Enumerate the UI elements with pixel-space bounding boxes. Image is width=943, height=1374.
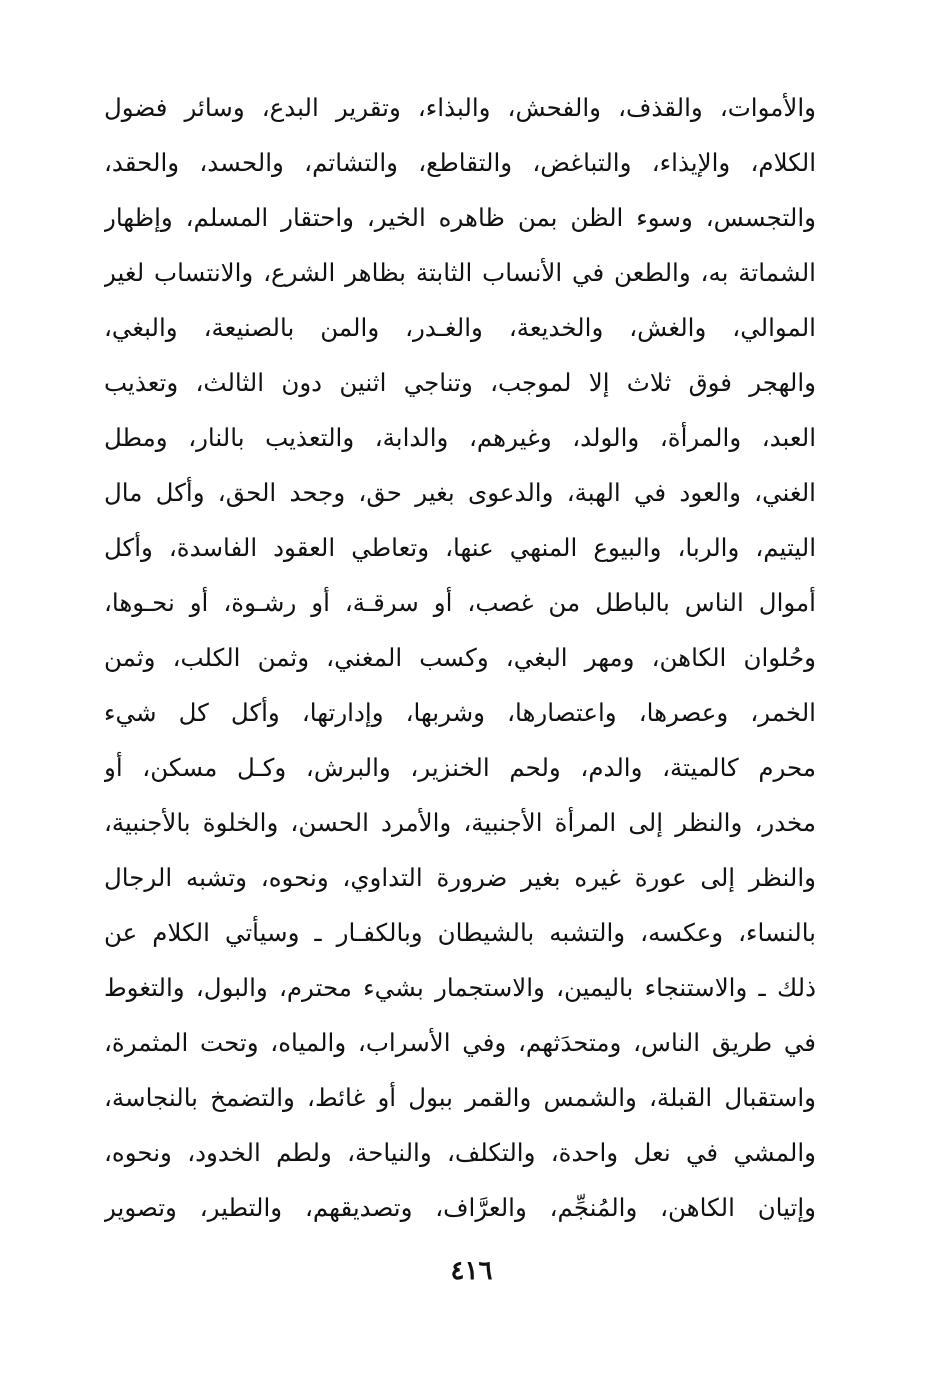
text-line: الكلام، والإيذاء، والتباغض، والتقاطع، والتشاتم، والحسد، والحقد، bbox=[104, 148, 816, 177]
text-line: والأموات، والقذف، والفحش، والبذاء، وتقرير البدع، وسائر فضول bbox=[104, 93, 816, 122]
text-line: ذلك ـ والاستنجاء باليمين، والاستجمار بشيء محترم، والبول، والتغوط bbox=[104, 973, 816, 1002]
text-line: الشماتة به، والطعن في الأنساب الثابتة بظاهر الشرع، والانتساب لغير bbox=[104, 258, 816, 287]
text-line: في طريق الناس، ومتحدَثهم، وفي الأسراب، والمياه، وتحت المثمرة، bbox=[104, 1028, 816, 1057]
text-line: والتجسس، وسوء الظن بمن ظاهره الخير، واحتقار المسلم، وإظهار bbox=[104, 203, 816, 232]
text-line: وإتيان الكاهن، والمُنجِّم، والعرَّاف، وتصديقهم، والتطير، وتصوير bbox=[104, 1193, 816, 1222]
text-line: محرم كالميتة، والدم، ولحم الخنزير، والبرش، وكـل مسكن، أو bbox=[104, 753, 816, 782]
text-line: وحُلوان الكاهن، ومهر البغي، وكسب المغني، وثمن الكلب، وثمن bbox=[104, 643, 816, 672]
text-line: واستقبال القبلة، والشمس والقمر ببول أو غائط، والتضمخ بالنجاسة، bbox=[104, 1083, 816, 1112]
text-line: الموالي، والغش، والخديعة، والغـدر، والمن بالصنيعة، والبغي، bbox=[104, 313, 816, 342]
text-line: العبد، والمرأة، والولد، وغيرهم، والدابة، والتعذيب بالنار، ومطل bbox=[104, 423, 816, 452]
text-line: والهجر فوق ثلاث إلا لموجب، وتناجي اثنين دون الثالث، وتعذيب bbox=[104, 368, 816, 397]
page-number: ٤١٦ bbox=[450, 1256, 493, 1286]
text-line: الغني، والعود في الهبة، والدعوى بغير حق، وجحد الحق، وأكل مال bbox=[104, 478, 816, 507]
body-text bbox=[104, 80, 816, 1235]
text-line: مخدر، والنظر إلى المرأة الأجنبية، والأمرد الحسن، والخلوة بالأجنبية، bbox=[104, 808, 816, 837]
text-line: والمشي في نعل واحدة، والتكلف، والنياحة، ولطم الخدود، ونحوه، bbox=[104, 1138, 816, 1167]
text-line: أموال الناس بالباطل من غصب، أو سرقـة، أو رشـوة، أو نحـوها، bbox=[104, 588, 816, 617]
text-line: بالنساء، وعكسه، والتشبه بالشيطان وبالكفـار ـ وسيأتي الكلام عن bbox=[104, 918, 816, 947]
text-line: الخمر، وعصرها، واعتصارها، وشربها، وإدارتها، وأكل كل شيء bbox=[104, 698, 816, 727]
text-line: والنظر إلى عورة غيره بغير ضرورة التداوي، ونحوه، وتشبه الرجال bbox=[104, 863, 816, 892]
text-line: اليتيم، والربا، والبيوع المنهي عنها، وتعاطي العقود الفاسدة، وأكل bbox=[104, 533, 816, 562]
